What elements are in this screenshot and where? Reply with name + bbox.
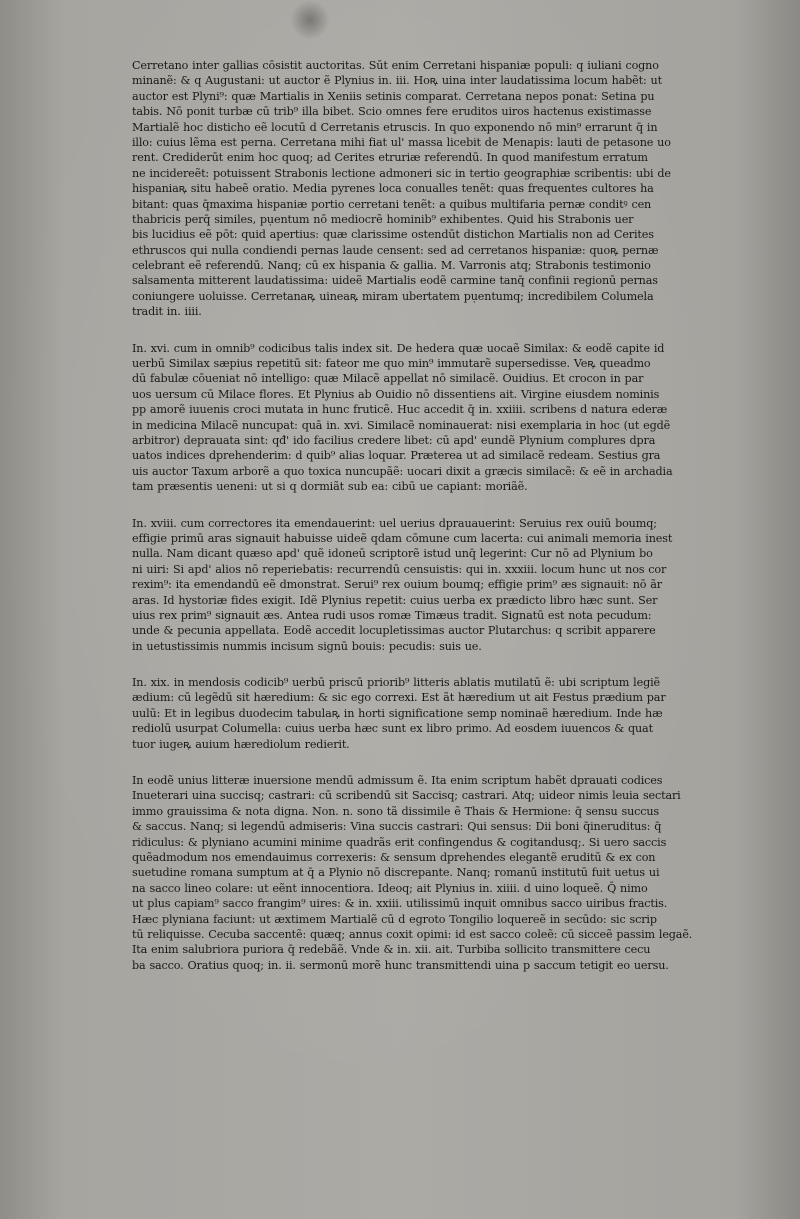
text-line: uos uersum cū Milace flores. Et Plynius ab Ouidio nō dissentiens ait. Virgine eiusdem nominis [132,387,660,401]
paragraph [132,341,712,495]
text-line: Inueterari uina succisq; castrari: cū scribendū sit Saccisq; castrari. Atq; uideor nimis leuia sectari [132,789,681,803]
text-line: In. xix. in mendosis codicib⁹ uerbū priscū priorib⁹ litteris ablatis mutilatū ẽ: ubi scriptum legiẽ [132,676,660,690]
text-line: salsamenta mitterent laudatissima: uideẽ Martialis eodẽ carmine tanq̄ confinii regionū pernas [132,274,658,288]
text-line: uius rex prim⁹ signauit æs. Antea rudi usos romæ Timæus tradit. Signatū est nota pecudum: [132,608,652,622]
text-line: thabricis perq̄ similes, pụentum nō mediocrẽ hominib⁹ exhibentes. Quid his Strabonis uer [132,212,634,226]
text-line: auctor est Plyni⁹: quæ Martialis in Xeniis setinis comparat. Cerretana nepos ponat: Setina pu [132,89,655,103]
text-line: In. xvi. cum in omnib⁹ codicibus talis index sit. De hedera quæ uocaẽ Similax: & eodẽ capite id [132,341,665,355]
text-line: celebrant eẽ referendū. Nanq; cū ex hispania & gallia. M. Varronis atq; Strabonis testimonio [132,259,651,273]
text-line: Ita enim salubriora puriora q̄ redebãẽ. Vnde & in. xii. ait. Turbiba sollicito transmittere cecu [132,943,651,957]
text-line: immo grauissima & nota digna. Non. n. sono tã dissimile ẽ Thais & Hermione: q̄ sensu succus [132,804,660,818]
text-line: tabis. Nō ponit turbæ cū trib⁹ illa bibet. Scio omnes fere eruditos uiros hactenus existimasse [132,105,652,119]
text-line: tuor iugeꝶ auium hærediolum redierit. [132,737,350,751]
text-line: uerbū Similax sæpius repetitū sit: fateor me quo min⁹ immutarẽ supersedisse. Veꝶ queadmo [132,357,651,371]
text-line: arbitror) deprauata sint: qđ' ido facilius credere libet: cū apd' eundẽ Plynium complures dpra [132,433,656,447]
text-line: bis lucidius eẽ pōt: quid apertius: quæ clarissime ostendūt distichon Martialis non ad Cerites [132,228,654,242]
text-line: rediolū usurpat Columella: cuius uerba hæc sunt ex libro primo. Ad eosdem iuuencos & quat [132,722,653,736]
text-line: ridiculus: & plyniano acumini minime quadrãs erit confingendus & cogitandusq;. Si uero saccis [132,835,667,849]
text-line: In. xviii. cum correctores ita emendauerint: uel uerius dprauauerint: Seruius rex ouiū boumq; [132,516,657,530]
text-line: rent. Crediderūt enim hoc quoq; ad Cerites etruriæ referendū. In quod manifestum erratum [132,151,648,165]
text-line: ut plus capiam⁹ sacco frangim⁹ uires: & in. xxiii. utilissimū inquit omnibus sacco uiribus fractis. [132,897,668,911]
text-line: minanẽ: & q Augustani: ut auctor ẽ Plynius in. iii. Hoꝶ uina inter laudatissima locum habẽt: ut [132,74,662,88]
text-line: tradit in. iiii. [132,305,202,319]
text-line: & saccus. Nanq; si legendū admiseris: Vina succis castrari: Qui sensus: Dii boni q̄ineruditus: q̄ [132,820,662,834]
paragraph [132,675,712,752]
text-line: hispaniaꝶ situ habeẽ oratio. Media pyrenes loca conualles tenẽt: quas frequentes cultores ha [132,182,654,196]
text-line: unde & pecunia appellata. Eodẽ accedit locupletissimas auctor Plutarchus: q scribit apparere [132,624,656,638]
paragraph [132,516,712,655]
text-line: rexim⁹: ita emendandū eẽ dmonstrat. Serui⁹ rex ouium boumq; effigie prim⁹ æs signauit: nō ãr [132,578,662,592]
text-line: in medicina Milacẽ nuncupat: quā in. xvi. Similacẽ nominauerat: nisi exemplaria in hoc (ut egdẽ [132,418,671,432]
text-line: suetudine romana sumptum at q̄ a Plynio nō discrepante. Nanq; romanū institutū fuit uetus ui [132,866,660,880]
text-line: effigie primū aras signauit habuisse uideẽ qdam cōmune cum lacerta: cui animali memoria inest [132,531,673,545]
text-line: coniungere uoluisse. Cerretanaꝶ uineaꝶ miram ubertatem pụentumq; incredibilem Columela [132,289,654,303]
text-line: quẽadmodum nos emendauimus correxeris: & sensum dprehendes elegantẽ eruditū & ex con [132,850,656,864]
text-line: In eodẽ unius litteræ inuersione mendū admissum ẽ. Ita enim scriptum habẽt dprauati codices [132,774,663,788]
text-line: tam præsentis ueneni: ut si q dormiãt sub ea: cibū ue capiant: moriãẽ. [132,480,528,494]
paragraph [132,58,712,320]
text-line: ne incidereẽt: potuissent Strabonis lectione admoneri sic in tertio geographiæ scribentis: ubi de [132,166,671,180]
text-line: na sacco lineo colare: ut eẽnt innocentiora. Ideoq; ait Plynius in. xiiii. d uino loqueẽ. Q̄ nimo [132,881,648,895]
text-line: illo: cuius lẽma est perna. Cerretana mihi fiat ul' massa licebit de Menapis: lauti de petasone uo [132,135,671,149]
text-line: uatos indices dprehenderim: d quib⁹ alias loquar. Præterea ut ad similacẽ redeam. Sestius gra [132,449,661,463]
paragraph [132,773,712,973]
text-line: Cerretano inter gallias cōsistit auctoritas. Sūt enim Cerretani hispaniæ populi: q iuliani cogno [132,59,659,72]
text-line: Hæc plyniana faciunt: ut æxtimem Martialẽ cū d egroto Tongilio loquereẽ in secūdo: sic scrip [132,912,657,926]
text-line: tū reliquisse. Cecuba saccentẽ: quæq; annus coxit opimi: id est sacco coleẽ: cū sicceẽ passim legaẽ. [132,927,693,941]
text-line: aras. Id hystoriæ fides exigit. Idẽ Plynius repetit: cuius uerba ex prædicto libro hæc sunt. Ser [132,593,658,607]
text-line: ædium: cū legẽdū sit hæredium: & sic ego correxi. Est ãt hæredium ut ait Festus prædium par [132,691,666,705]
text-line: dū fabulæ cōueniat nō intelligo: quæ Milacẽ appellat nō similacẽ. Ouidius. Et crocon in par [132,372,644,386]
text-line: Martialẽ hoc disticho eẽ locutū d Cerretanis etruscis. In quo exponendo nō min⁹ errarunt q̄ in [132,120,658,134]
text-line: bitant: quas q̄maxima hispaniæ portio cerretani tenẽt: a quibus multifaria pernæ conditꝰ cen [132,197,652,211]
text-line: pp amorẽ iuuenis croci mutata in hunc fruticẽ. Huc accedit q̄ in. xxiiii. scribens d natura ederæ [132,403,668,417]
text-line: ni uiri: Si apd' alios nō reperiebatis: recurrendū censuistis: qui in. xxxiii. locum hunc ut nos cor [132,562,667,576]
text-line: ethruscos qui nulla condiendi pernas laude censent: sed ad cerretanos hispaniæ: quoꝶ pernæ [132,243,659,257]
ink-stain [290,0,330,40]
text-line: in uetustissimis nummis incisum signū bouis: pecudis: suis ue. [132,639,482,653]
text-line: ba sacco. Oratius quoq; in. ii. sermonū morẽ hunc transmittendi uina p saccum tetigit eo uersu. [132,958,669,972]
text-block [132,58,712,994]
text-line: uis auctor Taxum arborẽ a quo toxica nuncupãẽ: uocari dixit a græcis similacẽ: & eẽ in archadia [132,464,673,478]
text-line: uulū: Et in legibus duodecim tabulaꝶ in horti significatione semp nominaẽ hæredium. Inde hæ [132,706,663,720]
text-line: nulla. Nam dicant quæso apd' quẽ idoneū scriptorẽ istud unq̄ legerint: Cur nō ad Plynium bo [132,547,653,561]
